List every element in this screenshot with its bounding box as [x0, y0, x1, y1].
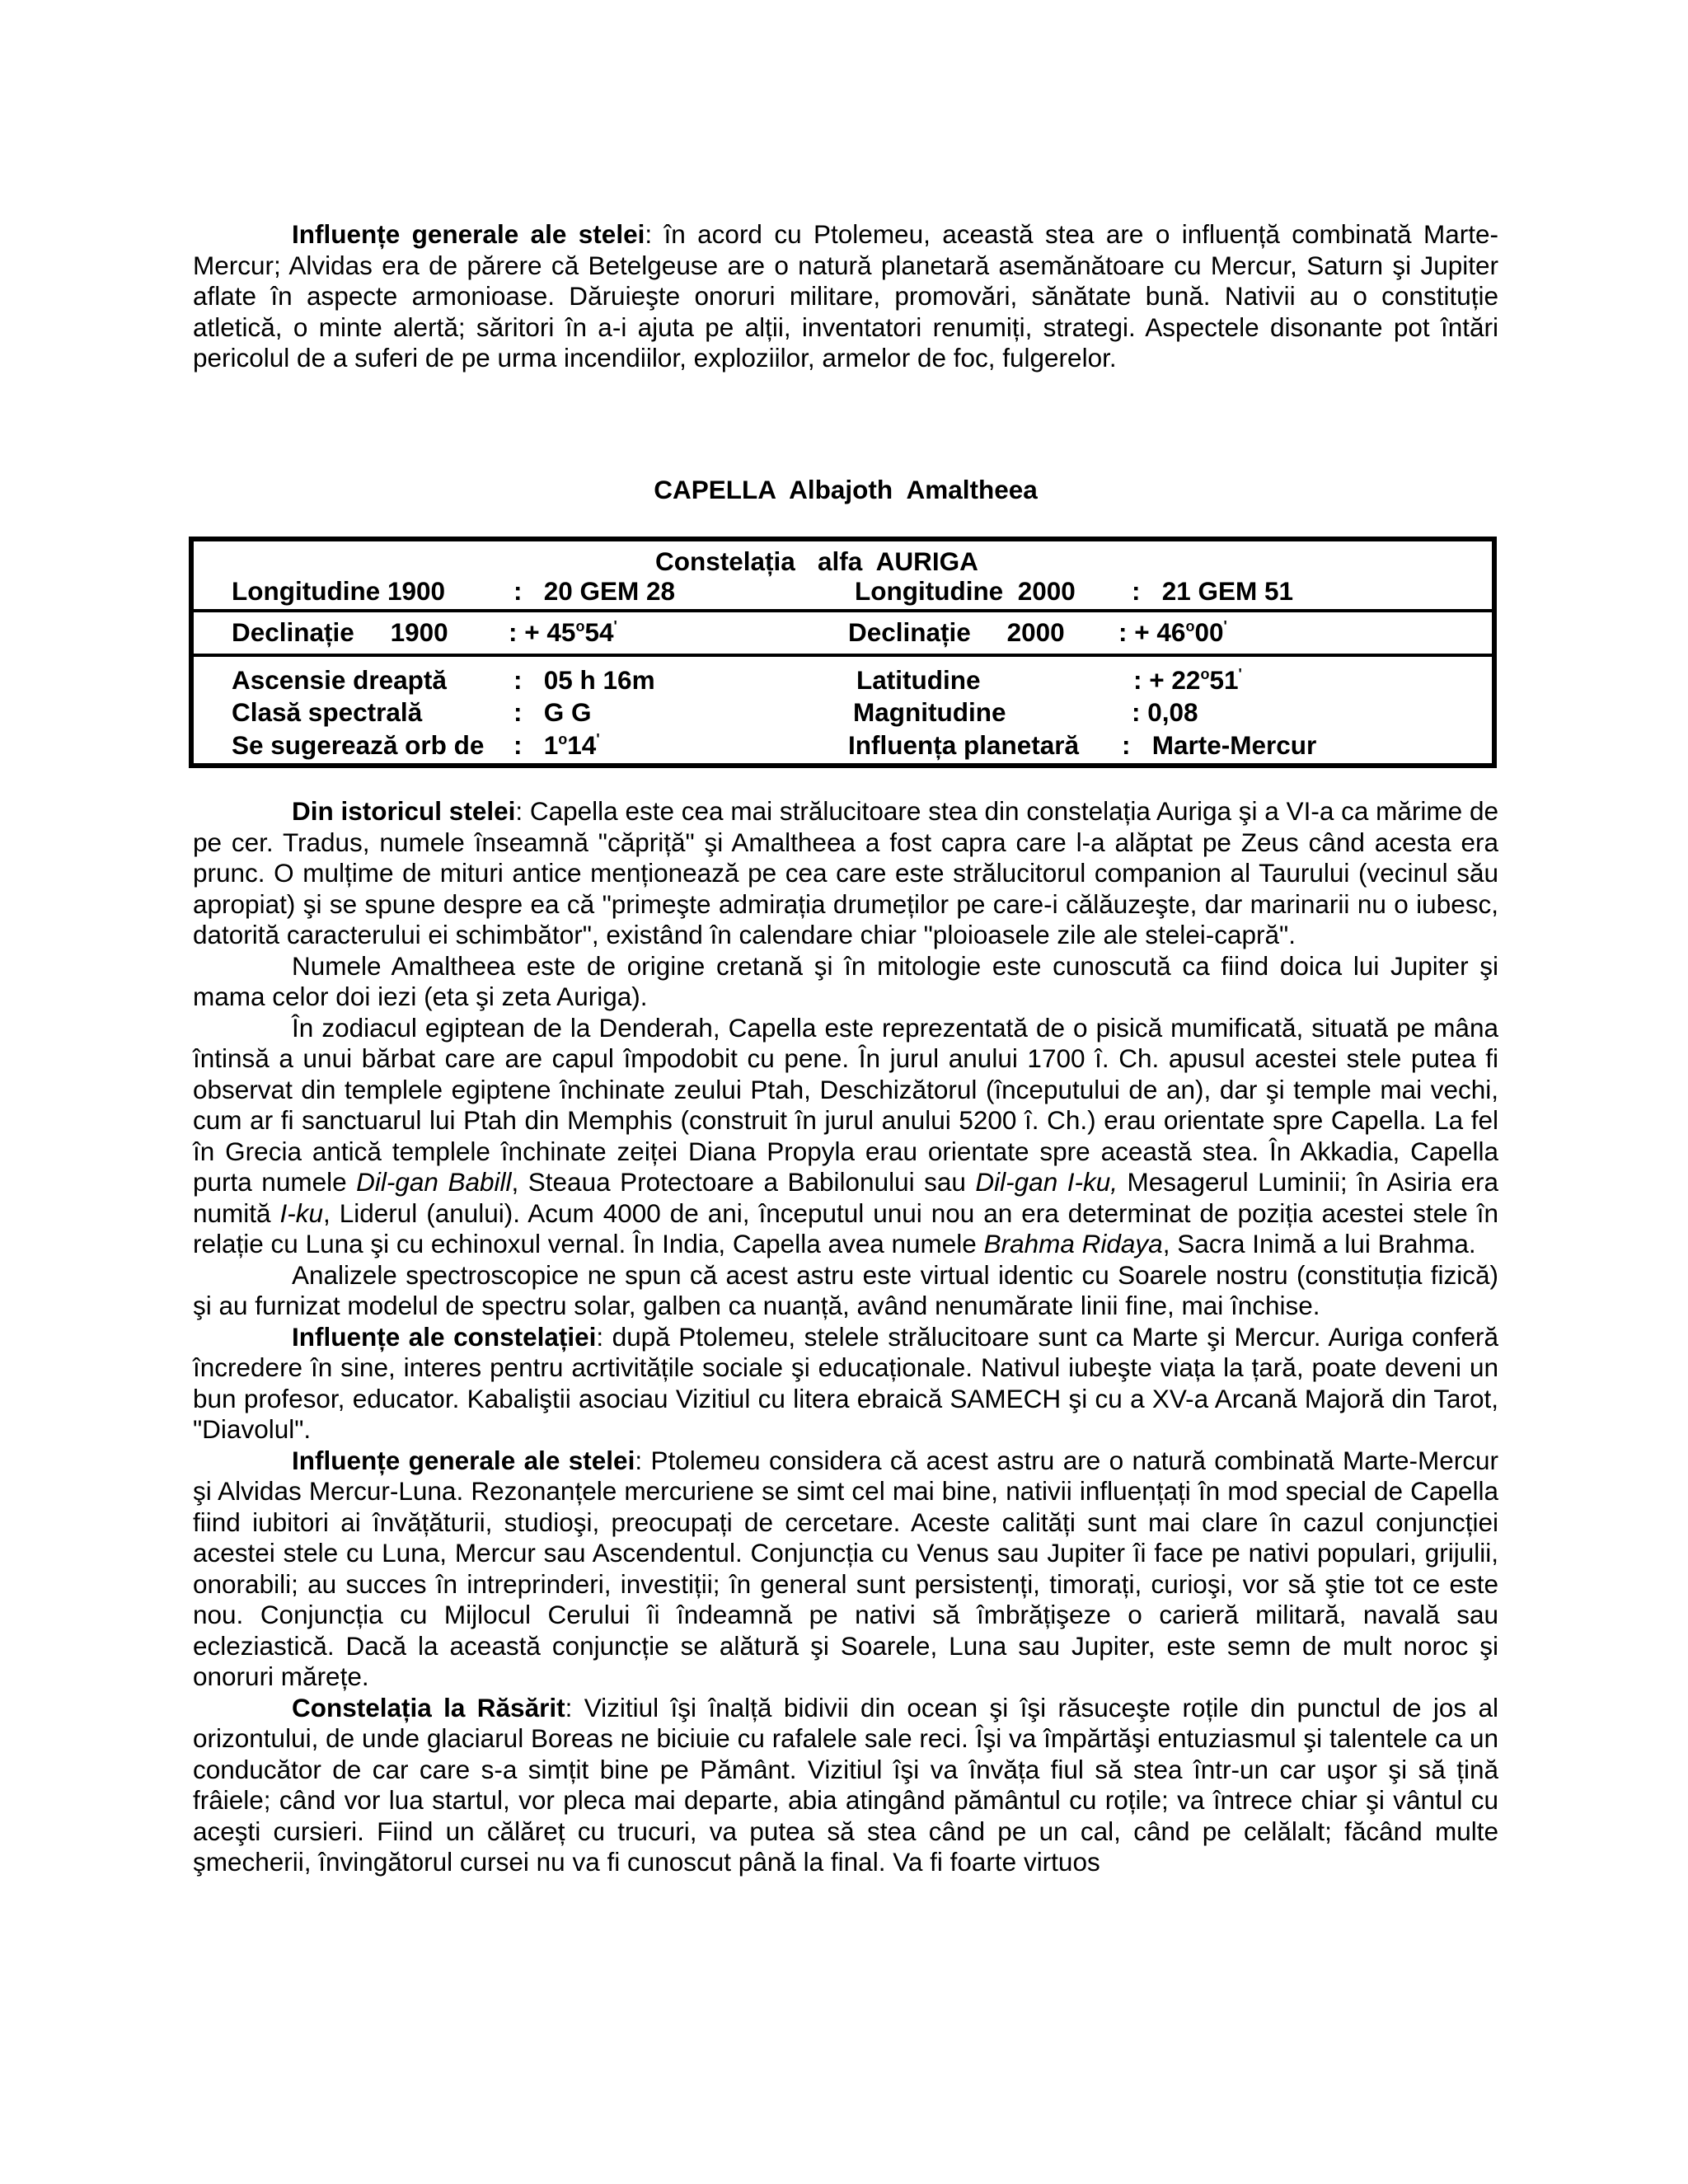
decl2000-label: Declinație 2000 [848, 617, 1065, 647]
decl1900-value: : + $45^o54'$ [509, 617, 617, 647]
paragraph-spectroscopy: Analizele spectroscopice ne spun că acest astru este virtual identic cu Soarele nostru (constituția fizică) şi au furnizat modelul de spectru solar, galben ca nuanță, având nenumărate linii fine, mai închise. [193, 1259, 1498, 1320]
long1900-value: : 20 GEM 28 [513, 576, 676, 606]
orb-value: : 1$^o$14' [513, 730, 600, 760]
star-influence-paragraph: Influențe generale ale stelei: Ptolemeu considera că acest astru are o natură combinată Marte-Mercur şi Alvidas Mercur-Luna. Rezonanțele mercuriene se simt cel mai bine, nativii influențați în mod special de Capella fiind iubitori ai învățăturii, studioşi, preocupați de cercetare. Aceste calități sunt mai clare în cazul conjuncției acestei stele cu Luna, Mercur sau Ascendentul. Conjuncția cu Venus sau Jupiter îi face pe nativi populari, grijulii, onorabili; au succes în intreprinderi, investiții; în general sunt persistenți, timorați, curioşi, vor să ştie tot ce este nou. Conjuncția cu Mijlocul Cerului îi îndeamnă pe nativi să îmbrățişeze o carieră militară, navală sau ecleziastică. Dacă la această conjuncție se alătură şi Soarele, Luna sau Jupiter, este semn de mult noroc şi onoruri mărețe. [193, 1445, 1498, 1691]
history-heading: Din istoricul stelei [292, 796, 516, 826]
history-paragraph: Din istoricul stelei: Capella este cea mai strălucitoare stea din constelația Auriga şi a VI-a ca mărime de pe cer. Tradus, numele înseamnă "căpriță" şi Amaltheea a fost capra care l-a alăptat pe Zeus când acesta era prunc. O mulțime de mituri antice menționează pe cea care este strălucitorul companion al Taurului (vecinul său apropiat) şi se spune despre ea că "primeşte admirația drumeților pe care-i călăuzeşte, dar marinarii nu o iubesc, datorită caracterului ei schimbător", existând în calendare chiar "ploioasele zile ale stelei-capră". [193, 796, 1498, 949]
constellation-label: Constelația [655, 546, 795, 576]
long2000-label: Longitudine 2000 [855, 576, 1076, 606]
decl1900-label: Declinație 1900 [232, 617, 448, 647]
planet-influence-value: : Marte-Mercur [1122, 730, 1317, 760]
decl2000-value: : + $46^o00'$ [1118, 617, 1227, 647]
rising-paragraph: Constelația la Răsărit: Vizitiul îşi înalță bidivii din ocean şi îşi răsuceşte roțile din punctul de jos al orizontului, de unde glaciarul Boreas ne biciuie cu rafalele sale reci. Îşi va împărtăşi entuziasmul şi talentele ca un conducător de car care s-a simțit bine pe Pământ. Vizitiul îşi va învăța fiul să stea într-un car uşor şi să țină frâiele; când vor lua startul, vor pleca mai departe, abia atingând pământul cu roțile; va întrece chiar şi vântul cu aceşti cursieri. Fiind un călăreț cu trucuri, va putea să stea când pe un cal, când pe celălalt; făcând multe şmecherii, învingătorul cursei nu va fi cunoscut până la final. Va fi foarte virtuos [193, 1692, 1498, 1877]
constellation-influence-paragraph: Influențe ale constelației: după Ptolemeu, stelele strălucitoare sunt ca Marte şi Mercur. Auriga conferă încredere în sine, interes pentru acrtivitățile sociale şi educaționale. Nativul iubeşte viața la țară, poate deveni un bun profesor, educator. Kabaliştii asociau Vizitiul cu litera ebraică SAMECH şi cu a XV-a Arcană Majoră din Tarot, "Diavolul". [193, 1321, 1498, 1444]
star-title: CAPELLA Albajoth Amaltheea [654, 475, 1038, 504]
paragraph-amaltheea: Numele Amaltheea este de origine cretană şi în mitologie este cunoscută ca fiind doica lui Jupiter şi mama celor doi iezi (eta şi zeta Auriga). [193, 950, 1498, 1011]
ra-value: : 05 h 16m [513, 665, 655, 695]
paragraph-denderah: În zodiacul egiptean de la Denderah, Capella este reprezentată de o pisică mumificată, situată pe mâna întinsă a unui bărbat care are capul împodobit cu pene. În jurul anului 1700 î. Ch. apusul acestei stele putea fi observat din templele egiptene închinate zeului Ptah, Deschizătorul (începutului de an), dar şi temple mai vechi, cum ar fi sanctuarul lui Ptah din Memphis (construit în jurul anului 5200 î. Ch.) erau orientate spre Capella. La fel în Grecia antică templele închinate zeiței Diana Propyla erau orientate spre această stea. În Akkadia, Capella purta numele Dil-gan Babill, Steaua Protectoare a Babilonului sau Dil-gan I-ku, Mesagerul Luminii; în Asiria era numită I-ku, Liderul (anului). Acum 4000 de ani, începutul unui nou an era determinat de poziția acestei stele în relație cu Luna şi cu echinoxul vernal. În India, Capella avea numele Brahma Ridaya, Sacra Inimă a lui Brahma. [193, 1012, 1499, 1258]
spectral-value: : G G [513, 697, 592, 727]
constellation-influence-heading: Influențe ale constelației [292, 1321, 597, 1352]
ra-label: Ascensie dreaptă [232, 665, 447, 695]
lat-label: Latitudine [856, 665, 981, 695]
magnitude-value: : 0,08 [1132, 697, 1198, 727]
row-separator [194, 609, 1492, 612]
main-text [193, 796, 1498, 1878]
long2000-value: : 21 GEM 51 [1132, 576, 1294, 606]
star-influence-heading: Influențe generale ale stelei [292, 1445, 635, 1475]
intro-text: : în acord cu Ptolemeu, această stea are o influență combinată Marte-Mercur; Alvidas era de părere că Betelgeuse are o natură planetară asemănătoare cu Mercur, Saturn şi Jupiter aflate în aspecte armonioase. Dăruieşte onoruri militare, promovări, sănătate bună. Nativii au o constituție atletică, o minte alertă; săritori în a-i ajuta pe alții, inventatori renumiți, strategi. Aspectele disonante pot întări pericolul de a suferi de pe urma incendiilor, exploziilor, armelor de foc, fulgerelor. [193, 219, 1498, 373]
intro-heading: Influențe generale ale stelei [292, 219, 645, 249]
orb-label: Se sugerează orb de [232, 730, 485, 760]
lat-value: : + $22^o51'$ [1133, 665, 1242, 695]
row-separator [194, 654, 1492, 657]
long1900-label: Longitudine 1900 [232, 576, 446, 606]
planet-influence-label: Influența planetară [848, 730, 1080, 760]
constellation-value: alfa AURIGA [818, 546, 978, 576]
star-data-box [189, 537, 1497, 768]
intro-paragraph [193, 219, 1498, 374]
magnitude-label: Magnitudine [853, 697, 1006, 727]
spectral-label: Clasă spectrală [232, 697, 423, 727]
rising-heading: Constelația la Răsărit [292, 1692, 565, 1722]
